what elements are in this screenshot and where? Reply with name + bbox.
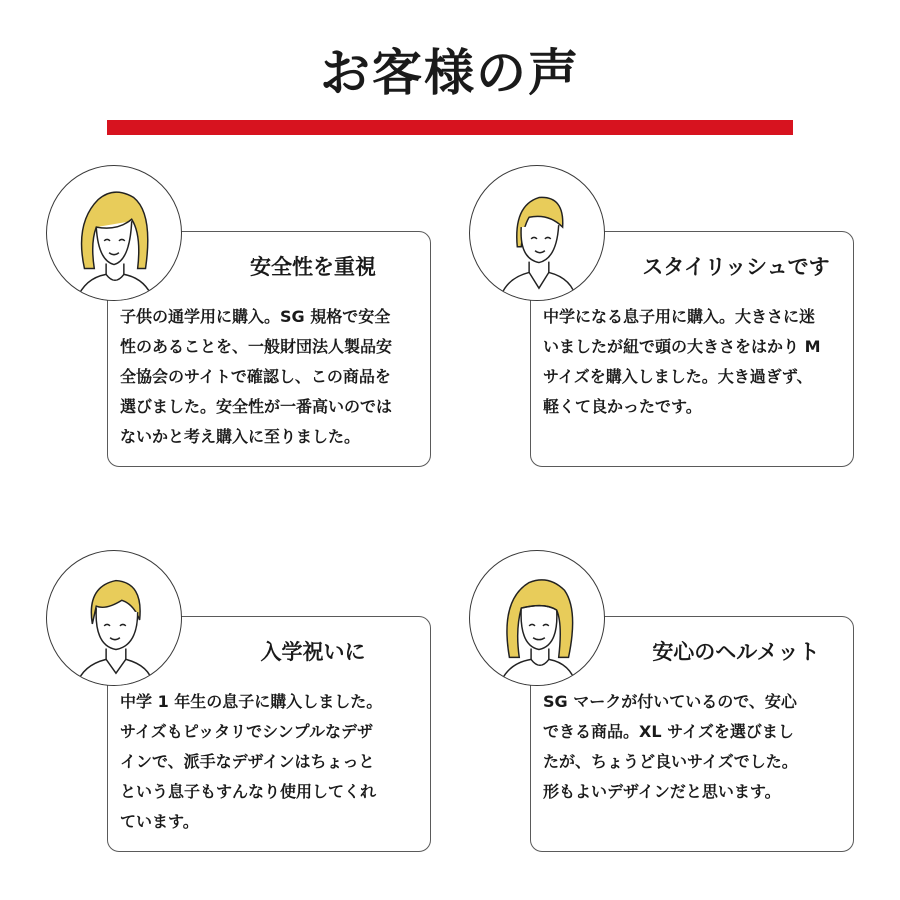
woman-bob-hair-icon — [46, 165, 182, 301]
testimonial-body: SG マークが付いているので、安心 できる商品。XL サイズを選びまし たが、ちょうど良いサイズでした。 形もよいデザインだと思います。 — [543, 692, 798, 801]
testimonial-body: 中学になる息子用に購入。大きさに迷 いましたが紐で頭の大きさをはかり M サイズを購入しました。大き過ぎず、 軽くて良かったです。 — [543, 307, 821, 416]
testimonial-body: 子供の通学用に購入。SG 規格で安全 性のあることを、一般財団法人製品安 全協会のサイトで確認し、この商品を 選びました。安全性が一番高いのでは ないかと考え購入に至りました。 — [120, 307, 393, 446]
page-title: お客様の声 — [320, 44, 580, 102]
man-side-swept-hair-icon — [469, 165, 605, 301]
testimonial-title: 安全性を重視 — [250, 255, 376, 279]
title-underline — [107, 120, 793, 135]
testimonial-title: 入学祝いに — [260, 640, 366, 664]
testimonial-title: 安心のヘルメット — [652, 640, 820, 664]
testimonial-body: 中学 1 年生の息子に購入しました。 サイズもピッタリでシンプルなデザ インで、派手なデザインはちょっと という息子もすんなり使用してくれ ています。 — [120, 692, 383, 831]
man-short-hair-icon — [46, 550, 182, 686]
testimonial-title: スタイリッシュです — [642, 255, 830, 279]
woman-long-hair-icon — [469, 550, 605, 686]
